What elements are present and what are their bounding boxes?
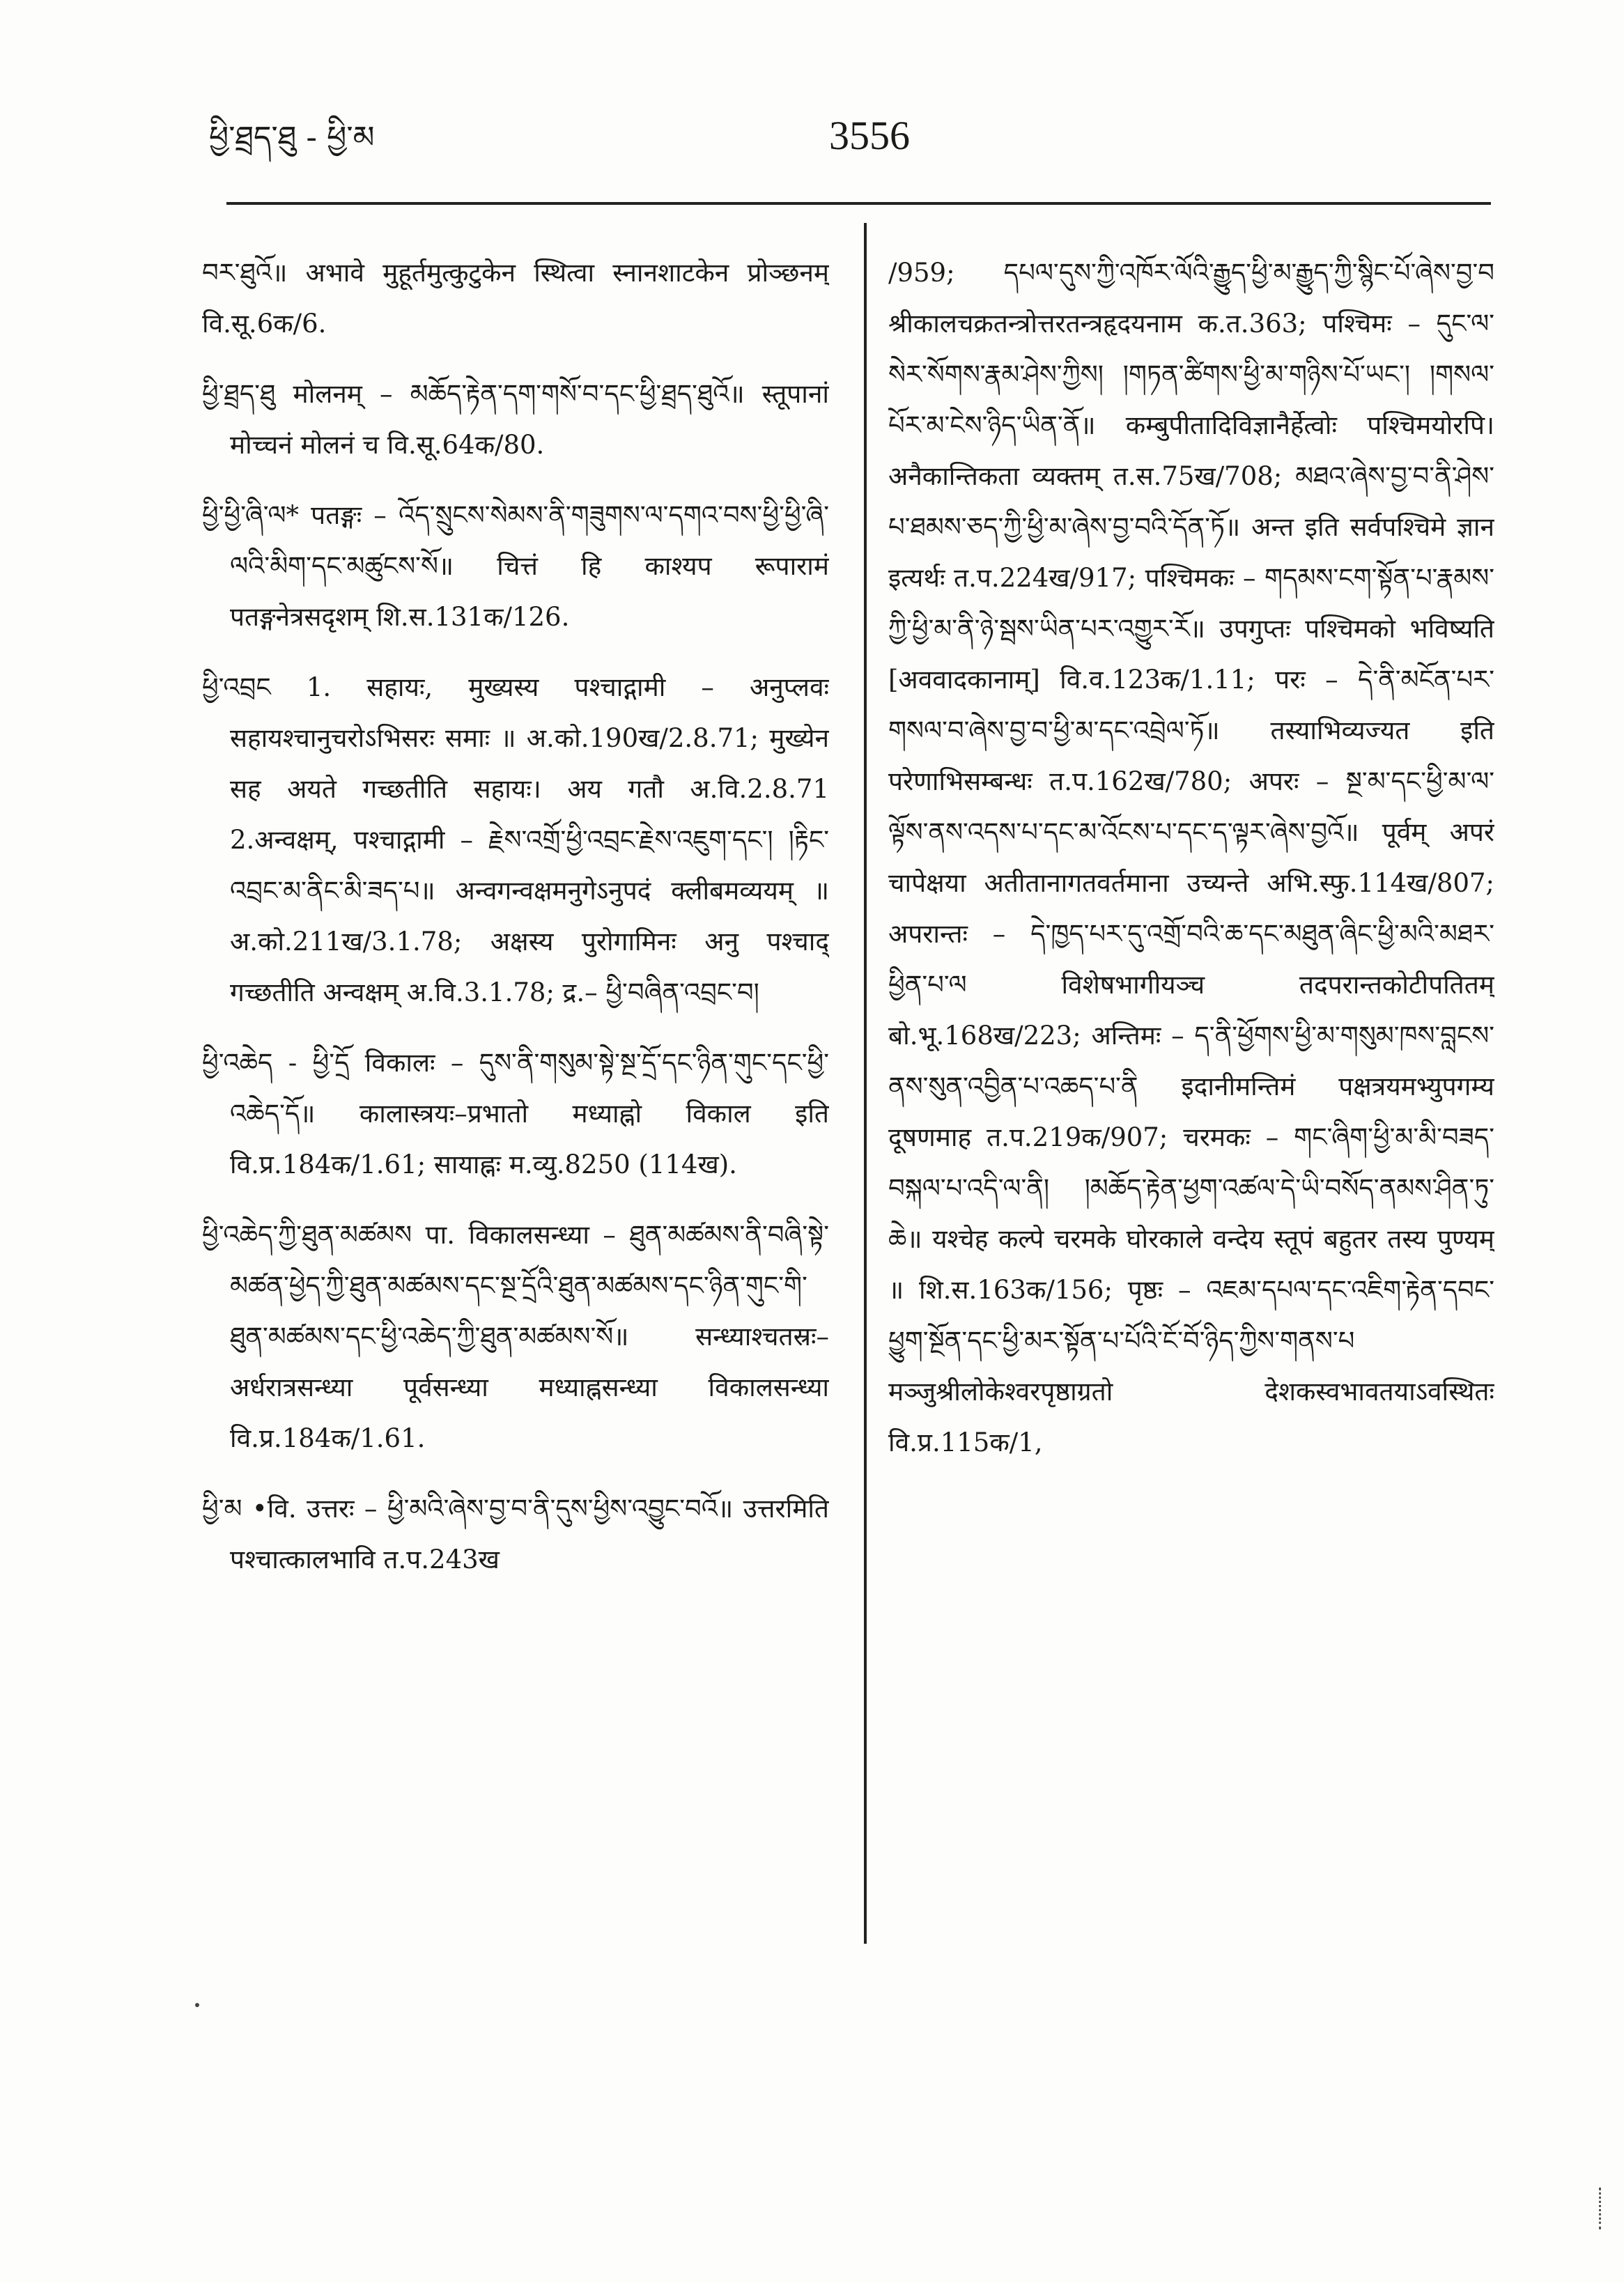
left-column <box>202 247 829 1947</box>
entry-phyi-ma-continued: /959; དཔལ་དུས་ཀྱི་འཁོར་ལོའི་རྒྱུད་ཕྱི་མ་རྒྱུད་ཀྱི་སྙིང་པོ་ཞེས་བྱ་བ श्रीकालचक्रतन्त्रोत्तरतन्त्रहृदयनाम क.त.363; पश्चिमः – དུང་ལ་སེར་སོགས་རྣམ་ཤེས་ཀྱིས། །གཏན་ཚིགས་ཕྱི་མ་གཉིས་པོ་ཡང་། །གསལ་པོར་མ་ངེས་ཉིད་ཡིན་ནོ॥ कम्बुपीतादिविज्ञानैर्हेत्वोः पश्चिमयोरपि। अनैकान्तिकता व्यक्तम् त.स.75ख/708; མཐའ་ཞེས་བྱ་བ་ནི་ཤེས་པ་ཐམས་ཅད་ཀྱི་ཕྱི་མ་ཞེས་བྱ་བའི་དོན་ཏོ॥ अन्त इति सर्वपश्चिमे ज्ञान इत्यर्थः त.प.224ख/917; पश्चिमकः – གདམས་ངག་སྟོན་པ་རྣམས་ཀྱི་ཕྱི་མ་ནི་ཉེ་སྦས་ཡིན་པར་འགྱུར་རོ॥ उपगुप्तः पश्चिमको भविष्यति [अववादकानाम्] वि.व.123क/1.11; परः – དེ་ནི་མངོན་པར་གསལ་བ་ཞེས་བྱ་བ་ཕྱི་མ་དང་འབྲེལ་ཏོ॥ तस्याभिव्यज्यत इति परेणाभिसम्बन्धः त.प.162ख/780; अपरः – སྔ་མ་དང་ཕྱི་མ་ལ་ལྟོས་ནས་འདས་པ་དང་མ་འོངས་པ་དང་ད་ལྟར་ཞེས་བྱའོ॥ पूर्वम् अपरं चापेक्षया अतीतानागतवर्तमाना उच्यन्ते अभि.स्फु.114ख/807; अपरान्तः – དེ་ཁྱད་པར་དུ་འགྲོ་བའི་ཆ་དང་མཐུན་ཞིང་ཕྱི་མའི་མཐར་ཕྱིན་པ་ལ विशेषभागीयञ्च तदपरान्तकोटीपतितम् बो.भू.168ख/223; अन्तिमः – ད་ནི་ཕྱོགས་ཕྱི་མ་གསུམ་ཁས་བླངས་ནས་སུན་འབྱིན་པ་འཆད་པ་ནི इदानीमन्तिमं पक्षत्रयमभ्युपगम्य दूषणमाह त.प.219क/907; चरमकः – གང་ཞིག་ཕྱི་མ་མི་བཟད་བསྐལ་པ་འདི་ལ་ནི། །མཆོད་རྟེན་ཕྱག་འཚལ་དེ་ཡི་བསོད་ནམས་ཤིན་ཏུ་ཆེ॥ यश्चेह कल्पे चरमके घोरकाले वन्देय स्तूपं बहुतर तस्य पुण्यम् ॥ शि.स.163क/156; पृष्ठः – འཇམ་དཔལ་དང་འཇིག་རྟེན་དབང་ཕྱུག་སྔོན་དང་ཕྱི་མར་སྟོན་པ་པོའི་ངོ་བོ་ཉིད་ཀྱིས་གནས་པ मञ्जुश्रीलोकेश्वरपृष्ठाग्रतो देशकस्वभावतयाऽवस्थितः वि.प्र.115क/1, <box>888 258 1494 1457</box>
right-column <box>888 247 1494 1947</box>
entry-phyi-ma: ཕྱི་མ •वि. उत्तरः – ཕྱི་མའི་ཞེས་བྱ་བ་ནི་དུས་ཕྱིས་འབྱུང་བའོ॥ उत्तरमिति पश्चात्कालभावि त.प.243ख <box>202 1494 829 1574</box>
entry-phyi-thrad-thu: ཕྱི་ཐྲད་ཐུ मोलनम् – མཆོད་རྟེན་དག་གསོ་བ་དང་ཕྱི་ཐྲད་ཐུའོ॥ स्तूपानां मोच्चनं मोलनं च वि.सू.64क/80. <box>202 379 829 460</box>
entry-phyi-brang: ཕྱི་འབྲང 1. सहायः, मुख्यस्य पश्चाद्गामी – अनुप्लवः सहायश्चानुचरोऽभिसरः समाः ॥ अ.को.190ख/2.8.71; मुख्येन सह अयते गच्छतीति सहायः। अय गतौ अ.वि.2.8.71 2.अन्वक्षम्, पश्चाद्गामी – རྗེས་འགྲོ་ཕྱི་འབྲང་རྗེས་འཇུག་དང་། །རྟིང་འབྲང་མ་ནིང་མི་ཟད་པ॥ अन्वगन्वक्षमनुगेऽनुपदं क्लीबमव्ययम् ॥ अ.को.211ख/3.1.78; अक्षस्य पुरोगामिनः अनु पश्चाद् गच्छतीति अन्वक्षम् अ.वि.3.1.78; द्र.– ཕྱི་བཞིན་འབྲང་བ། <box>202 672 829 1007</box>
scan-edge-mark <box>1599 2188 1615 2229</box>
page-number: 3556 <box>829 113 910 158</box>
entry-continuation: བར་ཐུའོ॥ अभावे मुहूर्तमुत्कुटुकेन स्थित्वा स्नानशाटकेन प्रोञ्छनम् वि.सू.6क/6. <box>202 258 829 339</box>
entry-phyi-ched-thun-mtshams: ཕྱི་འཆེད་ཀྱི་ཐུན་མཚམས पा. विकालसन्ध्या – ཐུན་མཚམས་ནི་བཞི་སྟེ་མཚན་ཕྱེད་ཀྱི་ཐུན་མཚམས་དང་སྔ་དྲོའི་ཐུན་མཚམས་དང་ཉིན་གུང་གི་ཐུན་མཚམས་དང་ཕྱི་འཆེད་ཀྱི་ཐུན་མཚམས་སོ॥ सन्ध्याश्चतस्रः–अर्धरात्रसन्ध्या पूर्वसन्ध्या मध्याह्नसन्ध्या विकालसन्ध्या वि.प्र.184क/1.61. <box>202 1220 829 1453</box>
entry-phyi-ched: ཕྱི་འཆེད - ཕྱི་དྲོ विकालः – དུས་ནི་གསུམ་སྟེ་སྔ་དྲོ་དང་ཉིན་གུང་དང་ཕྱི་འཆེད་དོ॥ कालास्त्रयः–प्रभातो मध्याह्नो विकाल इति वि.प्र.184क/1.61; सायाह्नः म.व्यु.8250 (114ख). <box>202 1048 829 1179</box>
running-head: ཕྱི་ཐྲད་ཐུ - ཕྱི་མ <box>209 120 375 155</box>
entry-phyi-phyi-zhi-la: ཕྱི་ཕྱི་ཞི་ལ* पतङ्गः – འོད་སྲུངས་སེམས་ནི་གཟུགས་ལ་དགའ་བས་ཕྱི་ཕྱི་ཞི་ལའི་མིག་དང་མཚུངས་སོ॥ चित्तं हि काश्यप रूपारामं पतङ्गनेत्रसदृशम् शि.स.131क/126. <box>202 500 829 632</box>
scan-speck <box>195 2003 199 2007</box>
header-rule <box>226 202 1491 205</box>
column-divider <box>864 223 867 1944</box>
